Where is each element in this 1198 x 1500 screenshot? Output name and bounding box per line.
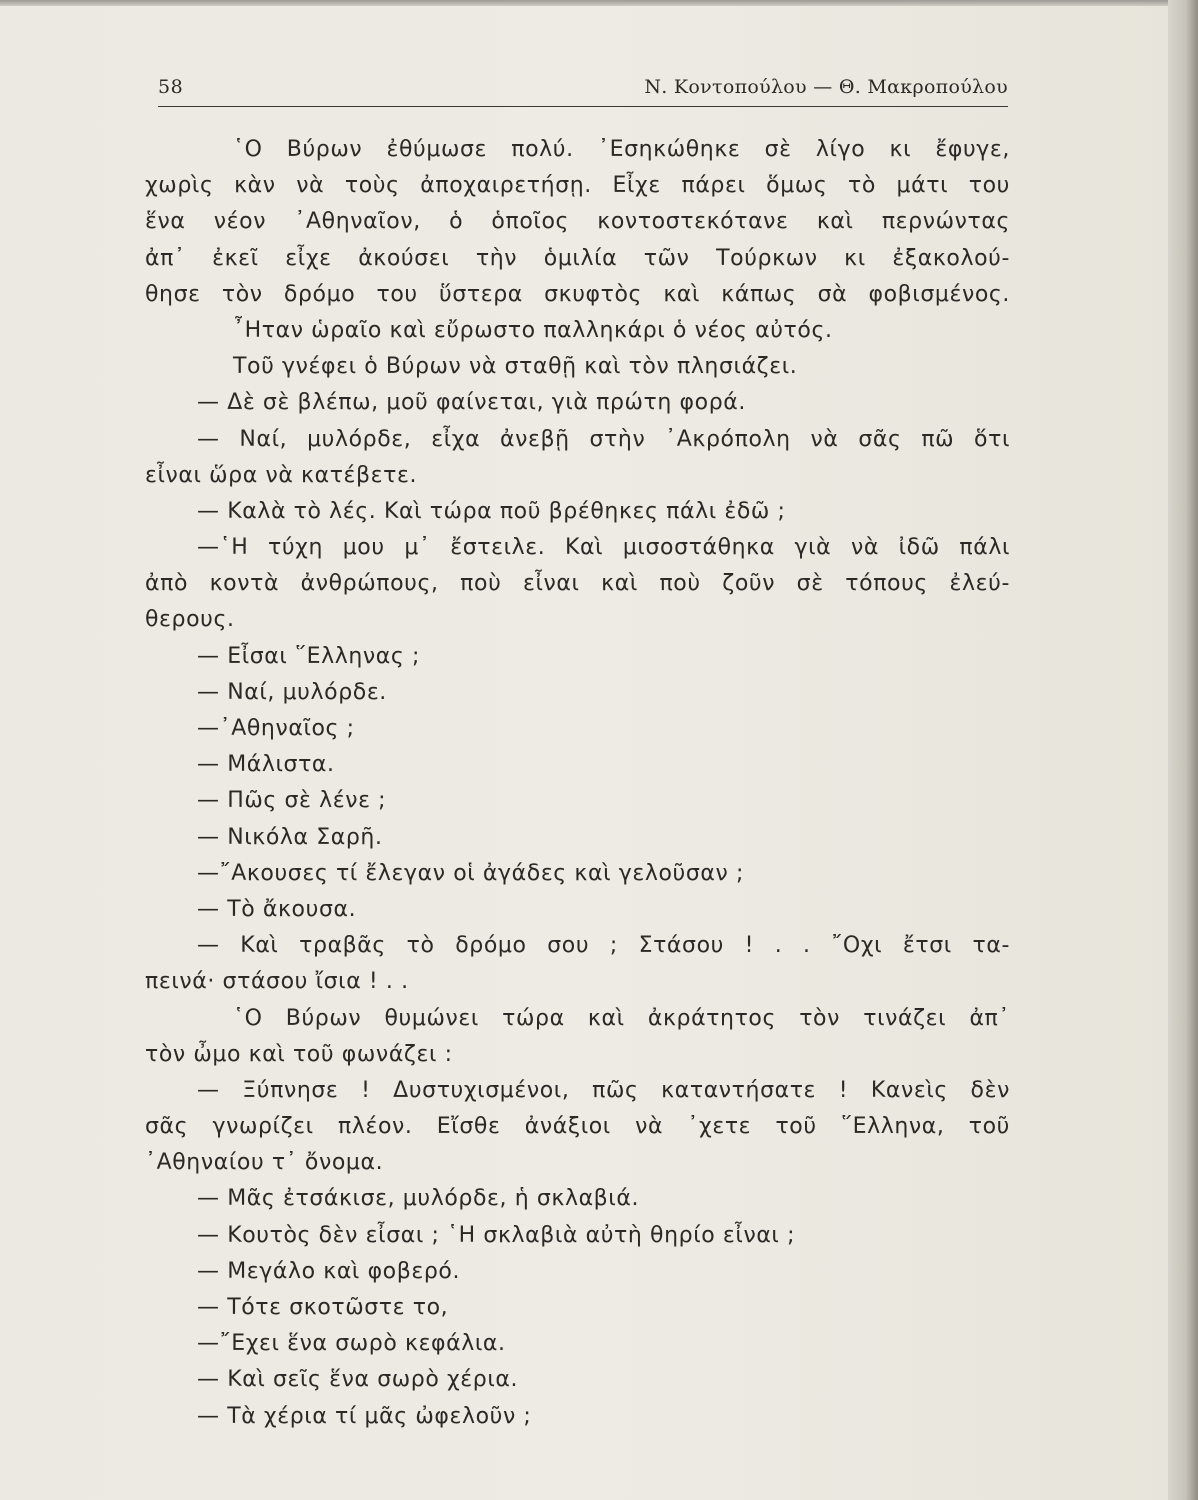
text-line: — Κουτὸς δὲν εἶσαι ; ῾Η σκλαβιὰ αὐτὴ θηρίο εἶναι ; [197,1222,796,1248]
text-line: ῾Ο Βύρων θυμώνει τώρα καὶ ἀκράτητος τὸν τινάζει ἀπ᾿ [233,1005,1010,1031]
text-line: ἀπ᾿ ἐκεῖ εἶχε ἀκούσει τὴν ὁμιλία τῶν Τούρκων κι ἐξακολού- [145,245,1010,271]
text-line: τὸν ὦμο καὶ τοῦ φωνάζει : [145,1041,453,1067]
text-line: ἕνα νέον ᾿Αθηναῖον, ὁ ὁποῖος κοντοστεκότανε καὶ περνώντας [145,209,1010,235]
text-line: — Νικόλα Σαρῆ. [197,824,383,850]
body-text [145,132,1010,1435]
text-line: — Πῶς σὲ λένε ; [197,788,387,814]
text-line: — Καλὰ τὸ λές. Καὶ τώρα ποῦ βρέθηκες πάλι ἐδῶ ; [197,498,786,524]
text-line: — Εἶσαι ῞Ελληνας ; [197,643,421,669]
text-line: σᾶς γνωρίζει πλέον. Εἴσθε ἀνάξιοι νὰ ᾿χετε τοῦ ῞Ελληνα, τοῦ [145,1114,1010,1140]
text-line: — Δὲ σὲ βλέπω, μοῦ φαίνεται, γιὰ πρώτη φορά. [197,390,746,416]
text-line: —᾿Αθηναῖος ; [197,716,355,741]
text-line: — Ναί, μυλόρδε. [197,679,387,705]
text-line: θησε τὸν δρόμο του ὕστερα σκυφτὸς καὶ κάπως σὰ φοβισμένος. [145,281,1010,307]
text-line: πεινά· στάσου ἴσια ! . . [145,969,409,995]
text-line: —῎Εχει ἕνα σωρὸ κεφάλια. [197,1331,506,1357]
text-line: Τοῦ γνέφει ὁ Βύρων νὰ σταθῇ καὶ τὸν πλησιάζει. [233,354,798,380]
page-top-edge [0,0,1198,6]
text-line: — Καὶ τραβᾶς τὸ δρόμο σου ; Στάσου ! . . ῎Οχι ἔτσι τα- [197,933,1010,959]
text-line: — Τὰ χέρια τί μᾶς ὠφελοῦν ; [197,1403,532,1429]
text-line: —῾Η τύχη μου μ᾿ ἔστειλε. Καὶ μισοστάθηκα γιὰ νὰ ἰδῶ πάλι [197,535,1010,561]
text-line: χωρὶς κὰν νὰ τοὺς ἀποχαιρετήσῃ. Εἶχε πάρει ὅμως τὸ μάτι του [145,173,1010,199]
text-line: ῏Ηταν ὡραῖο καὶ εὔρωστο παλληκάρι ὁ νέος αὐτός. [233,317,833,343]
text-line: εἶναι ὥρα νὰ κατέβετε. [145,462,418,488]
text-line: — Καὶ σεῖς ἕνα σωρὸ χέρια. [197,1367,519,1393]
running-title: Ν. Κοντοπούλου — Θ. Μακροπούλου [644,76,1008,98]
text-line: — Μεγάλο καὶ φοβερό. [197,1258,461,1284]
text-line: ᾿Αθηναίου τ᾿ ὄνομα. [145,1150,384,1176]
text-line: ἀπὸ κοντὰ ἀνθρώπους, ποὺ εἶναι καὶ ποὺ ζοῦν σὲ τόπους ἐλεύ- [145,571,1010,597]
text-line: — Τὸ ἄκουσα. [197,896,357,922]
text-line: —῎Ακουσες τί ἔλεγαν οἱ ἀγάδες καὶ γελοῦσαν ; [197,860,744,886]
text-line: — Μάλιστα. [197,752,335,778]
text-line: θερους. [145,607,235,633]
page-number: 58 [158,76,184,98]
text-line: — Ξύπνησε ! Δυστυχισμένοι, πῶς καταντήσατε ! Κανεὶς δὲν [197,1077,1010,1103]
text-line: — Μᾶς ἐτσάκισε, μυλόρδε, ἡ σκλαβιά. [197,1186,640,1212]
page-binding-edge [1168,0,1198,1500]
text-line: ῾Ο Βύρων ἐθύμωσε πολύ. ᾿Εσηκώθηκε σὲ λίγο κι ἔφυγε, [233,137,1010,162]
text-line: — Τότε σκοτῶστε το, [197,1295,449,1320]
text-line: — Ναί, μυλόρδε, εἶχα ἀνεβῇ στὴν ᾿Ακρόπολη νὰ σᾶς πῶ ὅτι [197,426,1010,452]
running-header [158,76,1008,107]
